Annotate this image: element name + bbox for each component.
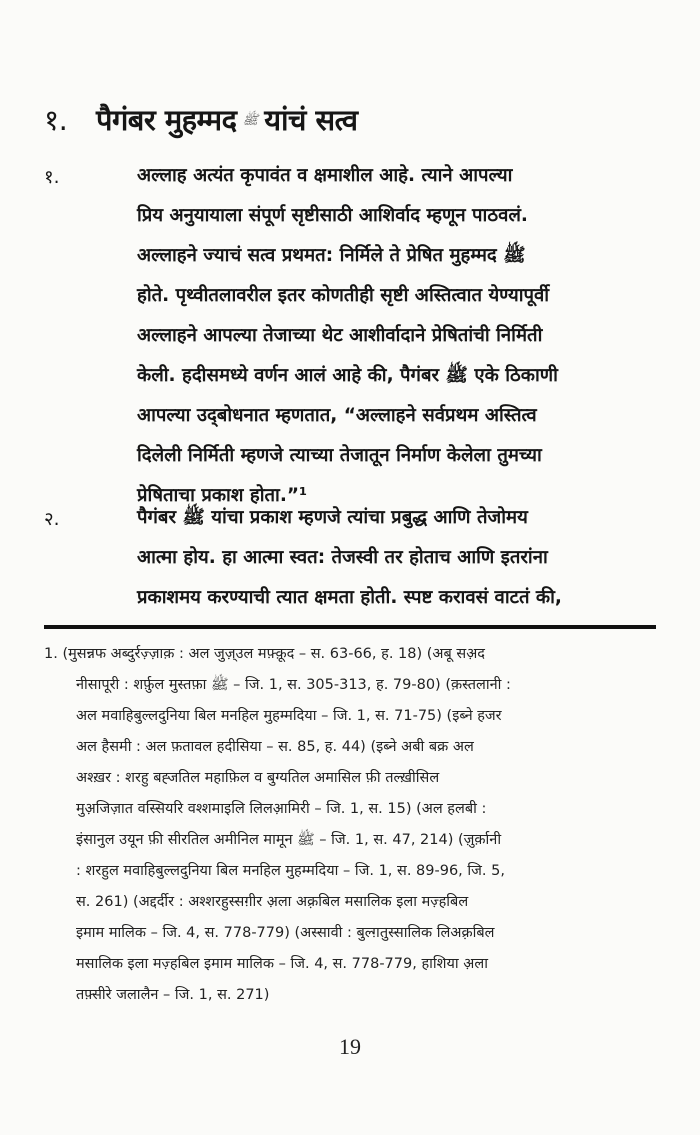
text-line: पैगंबर ﷺ यांचा प्रकाश म्हणजे त्यांचा प्रबुद्ध आणि तेजोमय: [137, 507, 528, 528]
honorific-calligraphy-icon: ﷺ: [242, 113, 259, 128]
footnote-line: मसालिक इला मज़्हबिल इमाम मालिक – जि. 4, स. 778-779, हाशिया अ़ला: [76, 956, 488, 972]
footnote-line: स. 261) (अद्दर्दीर : अश्शरहुस्सग़ीर अ़ला अक़्रबिल मसालिक इला मज़्हबिल: [76, 894, 469, 910]
footnote-line: 1. (मुसन्नफ अब्दुर्रज़्ज़ाक़ : अल जुज़्उल मफ़्क़ूद – स. 63-66, ह. 18) (अबू सअ़द: [44, 646, 485, 662]
page-number: 19: [339, 1034, 361, 1059]
footnote-line: अश्ख़र : शरहु बह्जतिल महाफ़िल व बुग्यतिल अमासिल फ़ी तल्ख़ीसिल: [76, 770, 440, 786]
paragraph-number: २.: [44, 509, 60, 530]
text-line: दिलेली निर्मिती म्हणजे त्याच्या तेजातून निर्माण केलेला तुमच्या: [137, 445, 542, 466]
text-line: अल्लाहने आपल्या तेजाच्या थेट आशीर्वादाने प्रेषितांची निर्मिती: [137, 325, 543, 346]
text-line: प्रिय अनुयायाला संपूर्ण सृष्टीसाठी आशिर्वाद म्हणून पाठवलं.: [137, 205, 528, 226]
footnote-line: अल हैसमी : अल फ़तावल हदीसिया – स. 85, ह. 44) (इब्ने अबी बक्र अल: [76, 739, 474, 755]
footnote-line: इमाम मालिक – जि. 4, स. 778-779) (अस्सावी : बुल्ग़तुस्सालिक लिअक़्रबिल: [76, 925, 495, 941]
section-heading: [44, 100, 357, 139]
text-line: अल्लाह अत्यंत कृपावंत व क्षमाशील आहे. त्याने आपल्या: [137, 165, 513, 186]
footnote-line: इंसानुल उयून फ़ी सीरतिल अमीनिल मामून ﷺ – जि. 1, स. 47, 214) (ज़ुर्क़ानी: [76, 832, 502, 848]
text-line: आत्मा होय. हा आत्मा स्वत: तेजस्वी तर होताच आणि इतरांना: [137, 547, 548, 568]
paragraph-number: १.: [44, 167, 60, 188]
section-number: १.: [44, 103, 68, 137]
footnote-line: अल मवाहिबुल्लदुनिया बिल मनहिल मुहम्मदिया – जि. 1, स. 71-75) (इब्ने हजर: [76, 708, 502, 724]
text-line: प्रकाशमय करण्याची त्यात क्षमता होती. स्पष्ट करावसं वाटतं की,: [137, 587, 562, 608]
footnote-line: : शरहुल मवाहिबुल्लदुनिया बिल मनहिल मुहम्मदिया – जि. 1, स. 89-96, जि. 5,: [76, 863, 505, 879]
heading-title-part1: पैगंबर मुहम्मद: [96, 103, 237, 137]
footnote-line: तफ़्सीरे जलालैन – जि. 1, स. 271): [76, 987, 270, 1003]
text-line: केली. हदीसमध्ये वर्णन आलं आहे की, पैगंबर ﷺ एके ठिकाणी: [137, 365, 558, 386]
footnote-line: नीसापूरी : शर्फ़ुल मुस्तफ़ा ﷺ – जि. 1, स. 305-313, ह. 79-80) (क़स्तलानी :: [76, 677, 511, 693]
text-line: आपल्या उद्‌बोधनात म्हणतात, “अल्लाहने सर्वप्रथम अस्तित्व: [137, 405, 537, 426]
text-line: प्रेषिताचा प्रकाश होता.”¹: [137, 485, 308, 506]
heading-title-part2: यांचं सत्व: [264, 103, 358, 137]
footnote-separator: [44, 625, 656, 629]
footnote-line: मुअ़जिज़ात वस्सियरि वश्शमाइलि लिलआ़मिरी – जि. 1, स. 15) (अल हलबी :: [76, 801, 487, 817]
text-line: अल्लाहने ज्याचं सत्व प्रथमत: निर्मिले ते प्रेषित मुहम्मद ﷺ: [137, 245, 526, 266]
text-line: होते. पृथ्वीतलावरील इतर कोणतीही सृष्टी अस्तित्वात येण्यापूर्वी: [137, 285, 550, 306]
